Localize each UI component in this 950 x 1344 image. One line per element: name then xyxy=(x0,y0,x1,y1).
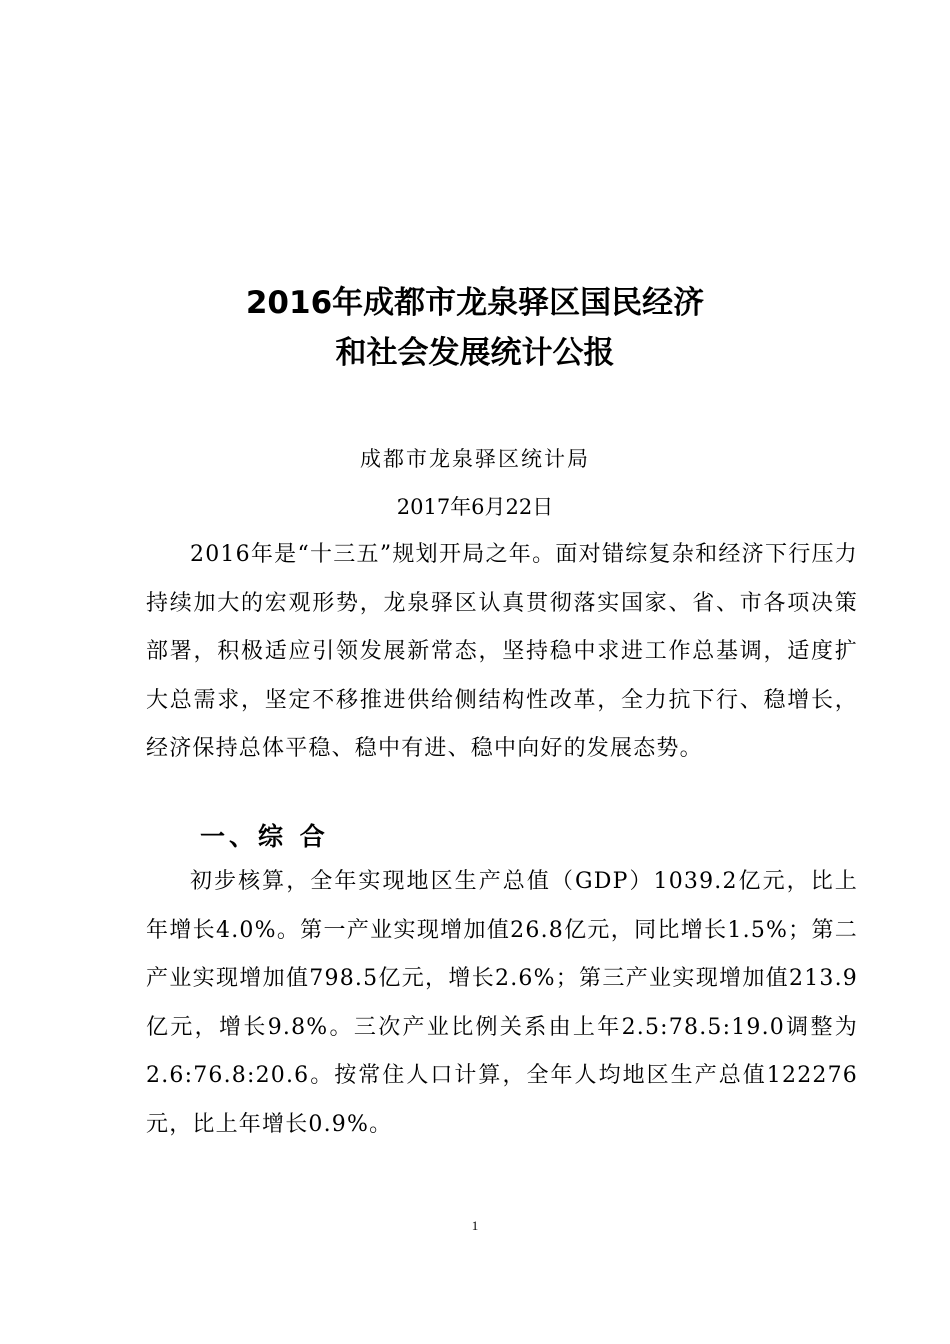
document-title-line1: 2016年成都市龙泉驿区国民经济 xyxy=(245,285,705,321)
document-date: 2017年6月22日 xyxy=(396,495,554,519)
page-number: 1 xyxy=(471,1218,479,1233)
document-title-line2: 和社会发展统计公报 xyxy=(335,335,615,371)
section-paragraph: 初步核算，全年实现地区生产总值（GDP）1039.2亿元，比上年增长4.0%。第一产业实现增加值26.8亿元，同比增长1.5%；第二产业实现增加值798.5亿元，增长2.6%；第三产业实现增加值213.9亿元，增长9.8%。三次产业比例关系由上年2.5:78.5:19.0调整为2.6:76.8:20.6。按常住人口计算，全年人均地区生产总值122276元，比上年增长0.9%。 xyxy=(146,869,858,1137)
intro-paragraph: 2016年是“十三五”规划开局之年。面对错综复杂和经济下行压力持续加大的宏观形势，龙泉驿区认真贯彻落实国家、省、市各项决策部署，积极适应引领发展新常态，坚持稳中求进工作总基调，适度扩大总需求，坚定不移推进供给侧结构性改革，全力抗下行、稳增长，经济保持总体平稳、稳中有进、稳中向好的发展态势。 xyxy=(146,542,858,762)
section-heading: 一、综 合 xyxy=(200,822,329,851)
document-author: 成都市龙泉驿区统计局 xyxy=(360,447,590,471)
